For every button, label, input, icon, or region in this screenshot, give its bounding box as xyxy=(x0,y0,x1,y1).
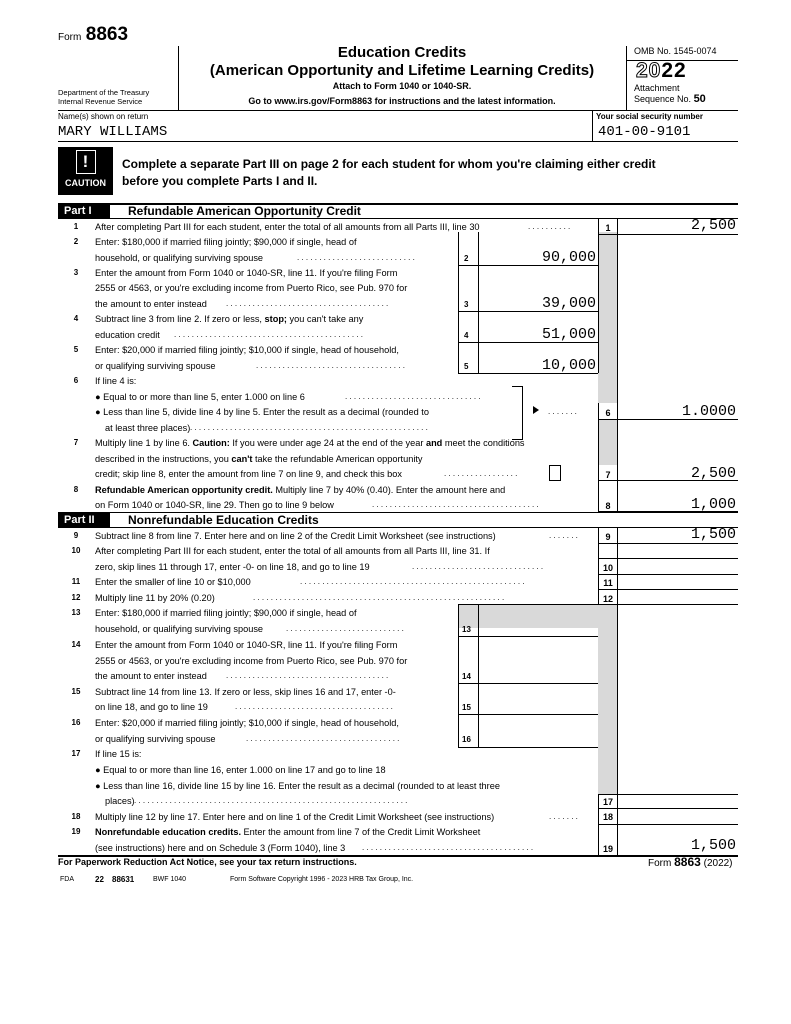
right-box-label-7: 7 xyxy=(605,470,611,480)
part2-tag: Part II xyxy=(58,513,110,527)
line14-text-b: 2555 or 4563, or you're excluding income from Puerto Rico, see Pub. 970 for xyxy=(95,656,408,666)
line2-amount[interactable]: 90,000 xyxy=(541,249,596,266)
line6-text-b: ● Equal to or more than line 5, enter 1.000 on line 6 xyxy=(95,392,305,402)
line6-text-c: ● Less than line 5, divide line 4 by line 5. Enter the result as a decimal (rounded to xyxy=(95,407,429,417)
line17-text-d: places) xyxy=(105,796,135,806)
footer-form-id: Form 8863 (2022) xyxy=(648,855,733,869)
box-label-16: 16 xyxy=(462,735,471,744)
line-number-15: 15 xyxy=(71,687,81,696)
line-number-10: 10 xyxy=(71,546,81,555)
sequence-label: Sequence No. 50 xyxy=(634,93,706,105)
line2-text-a: Enter: $180,000 if married filing jointly; $90,000 if single, head of xyxy=(95,237,357,247)
tax-year-bold: 22 xyxy=(661,59,687,82)
caution-text-line2: before you complete Parts I and II. xyxy=(122,174,318,188)
line3-text-b: 2555 or 4563, or you're excluding income from Puerto Rico, see Pub. 970 for xyxy=(95,283,408,293)
taxpayer-ssn[interactable]: 401-00-9101 xyxy=(598,124,691,140)
line6-arrow-icon xyxy=(533,406,539,414)
line4-amount[interactable]: 51,000 xyxy=(541,326,596,343)
line19-text-b: (see instructions) here and on Schedule 3 (Form 1040), line 3 xyxy=(95,843,346,853)
line-number-11: 11 xyxy=(71,577,81,586)
line-number-13: 13 xyxy=(71,608,81,617)
part2-title: Nonrefundable Education Credits xyxy=(128,513,319,527)
line3-text-a: Enter the amount from Form 1040 or 1040-SR, line 11. If you're filing Form xyxy=(95,268,398,278)
line-number-4: 4 xyxy=(73,314,79,323)
name-label: Name(s) shown on return xyxy=(58,112,149,121)
taxpayer-name[interactable]: MARY WILLIAMS xyxy=(58,124,168,140)
box-label-5: 5 xyxy=(464,362,469,371)
line1-amount[interactable]: 2,500 xyxy=(690,217,736,234)
footer-code2: 88631 xyxy=(112,875,135,884)
line3-text-c: the amount to enter instead xyxy=(95,299,207,309)
department-label: Department of the Treasury xyxy=(58,88,150,97)
right-box-label-1: 1 xyxy=(605,223,611,233)
line-number-18: 18 xyxy=(71,812,81,821)
box-label-2: 2 xyxy=(464,254,469,263)
footer-form-number: 8863 xyxy=(674,855,701,869)
line14-text-a: Enter the amount from Form 1040 or 1040-SR, line 11. If you're filing Form xyxy=(95,640,398,650)
line15-text-b: on line 18, and go to line 19 xyxy=(95,702,208,712)
line13-text-b: household, or qualifying surviving spouse xyxy=(95,624,264,634)
omb-number: OMB No. 1545-0074 xyxy=(634,46,717,56)
sequence-number: 50 xyxy=(693,93,706,105)
caution-icon xyxy=(58,147,113,195)
right-box-label-9: 9 xyxy=(605,532,611,542)
line5-text-b: or qualifying surviving spouse xyxy=(95,361,216,371)
line6-amount[interactable]: 1.0000 xyxy=(681,403,736,420)
line17-text-a: If line 15 is: xyxy=(95,749,142,759)
line-number-17: 17 xyxy=(71,749,81,758)
line6-text-a: If line 4 is: xyxy=(95,376,137,386)
line4-text-b: education credit xyxy=(95,330,160,340)
line17-text-c: ● Less than line 16, divide line 15 by line 16. Enter the result as a decimal (rounded to at least three xyxy=(95,781,500,791)
line7-amount[interactable]: 2,500 xyxy=(690,465,736,482)
footer-software: Form Software Copyright 1996 - 2023 HRB Tax Group, Inc. xyxy=(230,876,414,883)
line-number-12: 12 xyxy=(71,593,81,602)
line8-amount[interactable]: 1,000 xyxy=(690,496,736,513)
line1-text: After completing Part III for each student, enter the total of all amounts from all Parts III, line 30 xyxy=(95,222,480,232)
line7-text-a: Multiply line 1 by line 6. Caution: If you were under age 24 at the end of the year and meet the conditions xyxy=(95,438,525,448)
line-number-1: 1 xyxy=(73,222,79,231)
attachment-label: Attachment xyxy=(634,83,680,93)
footer-bwf: BWF 1040 xyxy=(153,876,187,883)
box-label-13: 13 xyxy=(462,625,471,634)
line4-text-a: Subtract line 3 from line 2. If zero or less, stop; you can't take any xyxy=(95,314,364,324)
line9-amount[interactable]: 1,500 xyxy=(690,526,736,543)
line8-text-b: on Form 1040 or 1040-SR, line 29. Then go to line 9 below xyxy=(95,500,334,510)
line5-amount[interactable]: 10,000 xyxy=(541,357,596,374)
irs-label: Internal Revenue Service xyxy=(58,97,143,106)
line19-amount[interactable]: 1,500 xyxy=(690,837,736,854)
line-number-9: 9 xyxy=(73,531,79,540)
part1-tag: Part I xyxy=(58,204,110,218)
line7-checkbox[interactable] xyxy=(549,465,561,481)
line13-text-a: Enter: $180,000 if married filing jointly; $90,000 if single, head of xyxy=(95,608,357,618)
caution-text-line1: Complete a separate Part III on page 2 for each student for whom you're claiming either credit xyxy=(122,157,656,171)
right-box-label-8: 8 xyxy=(605,501,611,511)
right-box-label-10: 10 xyxy=(602,563,613,573)
line2-text-b: household, or qualifying surviving spouse xyxy=(95,253,264,263)
line-number-2: 2 xyxy=(73,237,79,246)
line3-amount[interactable]: 39,000 xyxy=(541,295,596,312)
box-label-14: 14 xyxy=(462,672,471,681)
line-number-3: 3 xyxy=(73,268,79,277)
line17-text-b: ● Equal to or more than line 16, enter 1.000 on line 17 and go to line 18 xyxy=(95,765,386,775)
line16-text-a: Enter: $20,000 if married filing jointly; $10,000 if single, head of household, xyxy=(95,718,399,728)
caution-exclamation: ! xyxy=(76,150,96,174)
part1-title: Refundable American Opportunity Credit xyxy=(128,204,361,218)
line12-text: Multiply line 11 by 20% (0.20) xyxy=(95,593,215,603)
box-label-3: 3 xyxy=(464,300,469,309)
goto-instruction: Go to www.irs.gov/Form8863 for instructions and the latest information. xyxy=(248,96,556,106)
box-label-15: 15 xyxy=(462,703,471,712)
right-box-label-17: 17 xyxy=(602,797,613,807)
right-box-label-12: 12 xyxy=(602,594,613,604)
line5-text-a: Enter: $20,000 if married filing jointly; $10,000 if single, head of household, xyxy=(95,345,399,355)
line11-text: Enter the smaller of line 10 or $10,000 xyxy=(95,577,251,587)
line-number-19: 19 xyxy=(71,827,81,836)
line15-text-a: Subtract line 14 from line 13. If zero or less, skip lines 16 and 17, enter -0- xyxy=(95,687,396,697)
attach-instruction: Attach to Form 1040 or 1040-SR. xyxy=(332,81,472,91)
tax-year-outline: 20 xyxy=(636,59,662,82)
form-title: Education Credits xyxy=(337,44,467,61)
right-box-label-18: 18 xyxy=(602,812,613,822)
line10-text-b: zero, skip lines 11 through 17, enter -0- on line 18, and go to line 19 xyxy=(95,562,370,572)
right-box-label-19: 19 xyxy=(602,844,613,854)
line14-text-c: the amount to enter instead xyxy=(95,671,207,681)
tax-year xyxy=(636,59,687,83)
footer-fda: FDA xyxy=(60,876,74,883)
line-number-14: 14 xyxy=(71,640,81,649)
right-box-label-6: 6 xyxy=(605,408,611,418)
right-box-label-11: 11 xyxy=(603,578,613,588)
line10-text-a: After completing Part III for each student, enter the total of all amounts from all Parts III, line 31. If xyxy=(95,546,490,556)
footer-code1: 22 xyxy=(95,875,104,884)
box-label-4: 4 xyxy=(464,331,469,340)
line18-text: Multiply line 12 by line 17. Enter here and on line 1 of the Credit Limit Worksheet (see instructions) xyxy=(95,812,495,822)
form-subtitle: (American Opportunity and Lifetime Learning Credits) xyxy=(209,62,595,79)
ssn-label: Your social security number xyxy=(596,112,703,121)
paperwork-notice: For Paperwork Reduction Act Notice, see your tax return instructions. xyxy=(58,857,357,867)
line7-text-b: described in the instructions, you can't take the refundable American opportunity xyxy=(95,454,423,464)
line-number-16: 16 xyxy=(71,718,81,727)
line7-text-c: credit; skip line 8, enter the amount from line 7 on line 9, and check this box xyxy=(95,469,402,479)
line-number-6: 6 xyxy=(73,376,79,385)
line6-text-d: at least three places) xyxy=(105,423,191,433)
line-number-8: 8 xyxy=(73,485,79,494)
form-number-block xyxy=(58,24,128,46)
line6-bracket xyxy=(512,386,523,440)
line-number-7: 7 xyxy=(73,438,79,447)
line19-text-a: Nonrefundable education credits. Enter the amount from line 7 of the Credit Limit Worksheet xyxy=(95,827,481,837)
form-label: Form xyxy=(58,32,82,43)
line16-text-b: or qualifying surviving spouse xyxy=(95,734,216,744)
line9-text: Subtract line 8 from line 7. Enter here and on line 2 of the Credit Limit Worksheet (see instructions) xyxy=(95,531,496,541)
form-number: 8863 xyxy=(85,24,129,45)
caution-label: CAUTION xyxy=(65,178,106,188)
line8-text-a: Refundable American opportunity credit. Multiply line 7 by 40% (0.40). Enter the amount here and xyxy=(95,485,506,495)
line-number-5: 5 xyxy=(73,345,79,354)
